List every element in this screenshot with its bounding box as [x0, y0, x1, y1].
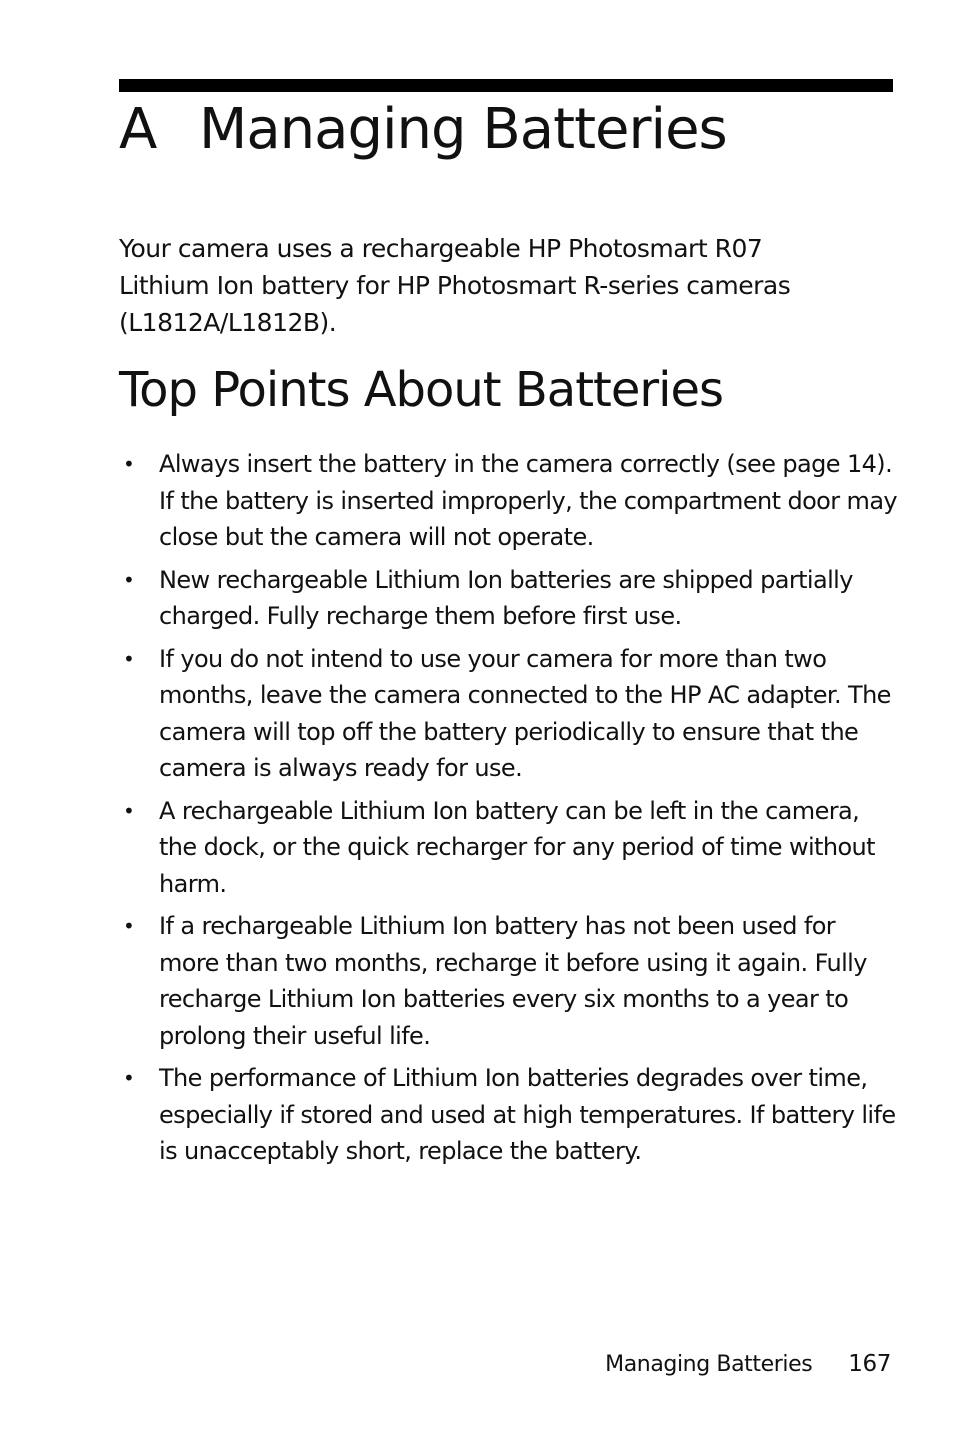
list-item-text: If you do not intend to use your camera for more than two months, leave the camera connected to the HP AC adapter. The camera will top off the battery periodically to ensure that the camera is always ready for use. — [159, 644, 891, 782]
chapter-top-rule — [119, 79, 893, 92]
list-item-text: Always insert the battery in the camera correctly (see page 14). If the battery is inserted improperly, the compartment door may close but the camera will not operate. — [159, 450, 898, 551]
bullet-list — [119, 446, 899, 1176]
bullet-icon: • — [123, 567, 135, 592]
chapter-title — [119, 94, 727, 166]
list-item-text: New rechargeable Lithium Ion batteries are shipped partially charged. Fully recharge them before first use. — [159, 565, 853, 630]
list-item-text: The performance of Lithium Ion batteries degrades over time, especially if stored and used at high temperatures. If battery life is unacceptably short, replace the battery. — [159, 1064, 896, 1165]
intro-paragraph: Your camera uses a rechargeable HP Photosmart R07 Lithium Ion battery for HP Photosmart R-series cameras (L1812A/L1812B). — [119, 234, 791, 337]
running-title: Managing Batteries — [605, 1352, 813, 1377]
bullet-icon: • — [123, 798, 135, 823]
page-footer — [605, 1348, 891, 1381]
bullet-icon: • — [123, 452, 135, 476]
section-heading: Top Points About Batteries — [119, 362, 723, 418]
page-number: 167 — [848, 1351, 891, 1377]
list-item — [119, 908, 899, 1054]
list-item-text: A rechargeable Lithium Ion battery can be left in the camera, the dock, or the quick recharger for any period of time without harm. — [159, 796, 875, 898]
bullet-icon: • — [123, 1066, 135, 1090]
list-item — [119, 562, 899, 635]
chapter-title-text: Managing Batteries — [199, 97, 727, 162]
bullet-icon: • — [123, 914, 135, 938]
list-item — [119, 793, 899, 903]
chapter-letter: A — [119, 97, 157, 162]
list-item — [119, 446, 899, 556]
list-item — [119, 641, 899, 787]
list-item-text: If a rechargeable Lithium Ion battery has not been used for more than two months, recharge it before using it again. Fully recharge Lithium Ion batteries every six months to a year to prolong their useful life. — [159, 912, 867, 1050]
list-item — [119, 1060, 899, 1170]
bullet-icon: • — [123, 646, 135, 671]
